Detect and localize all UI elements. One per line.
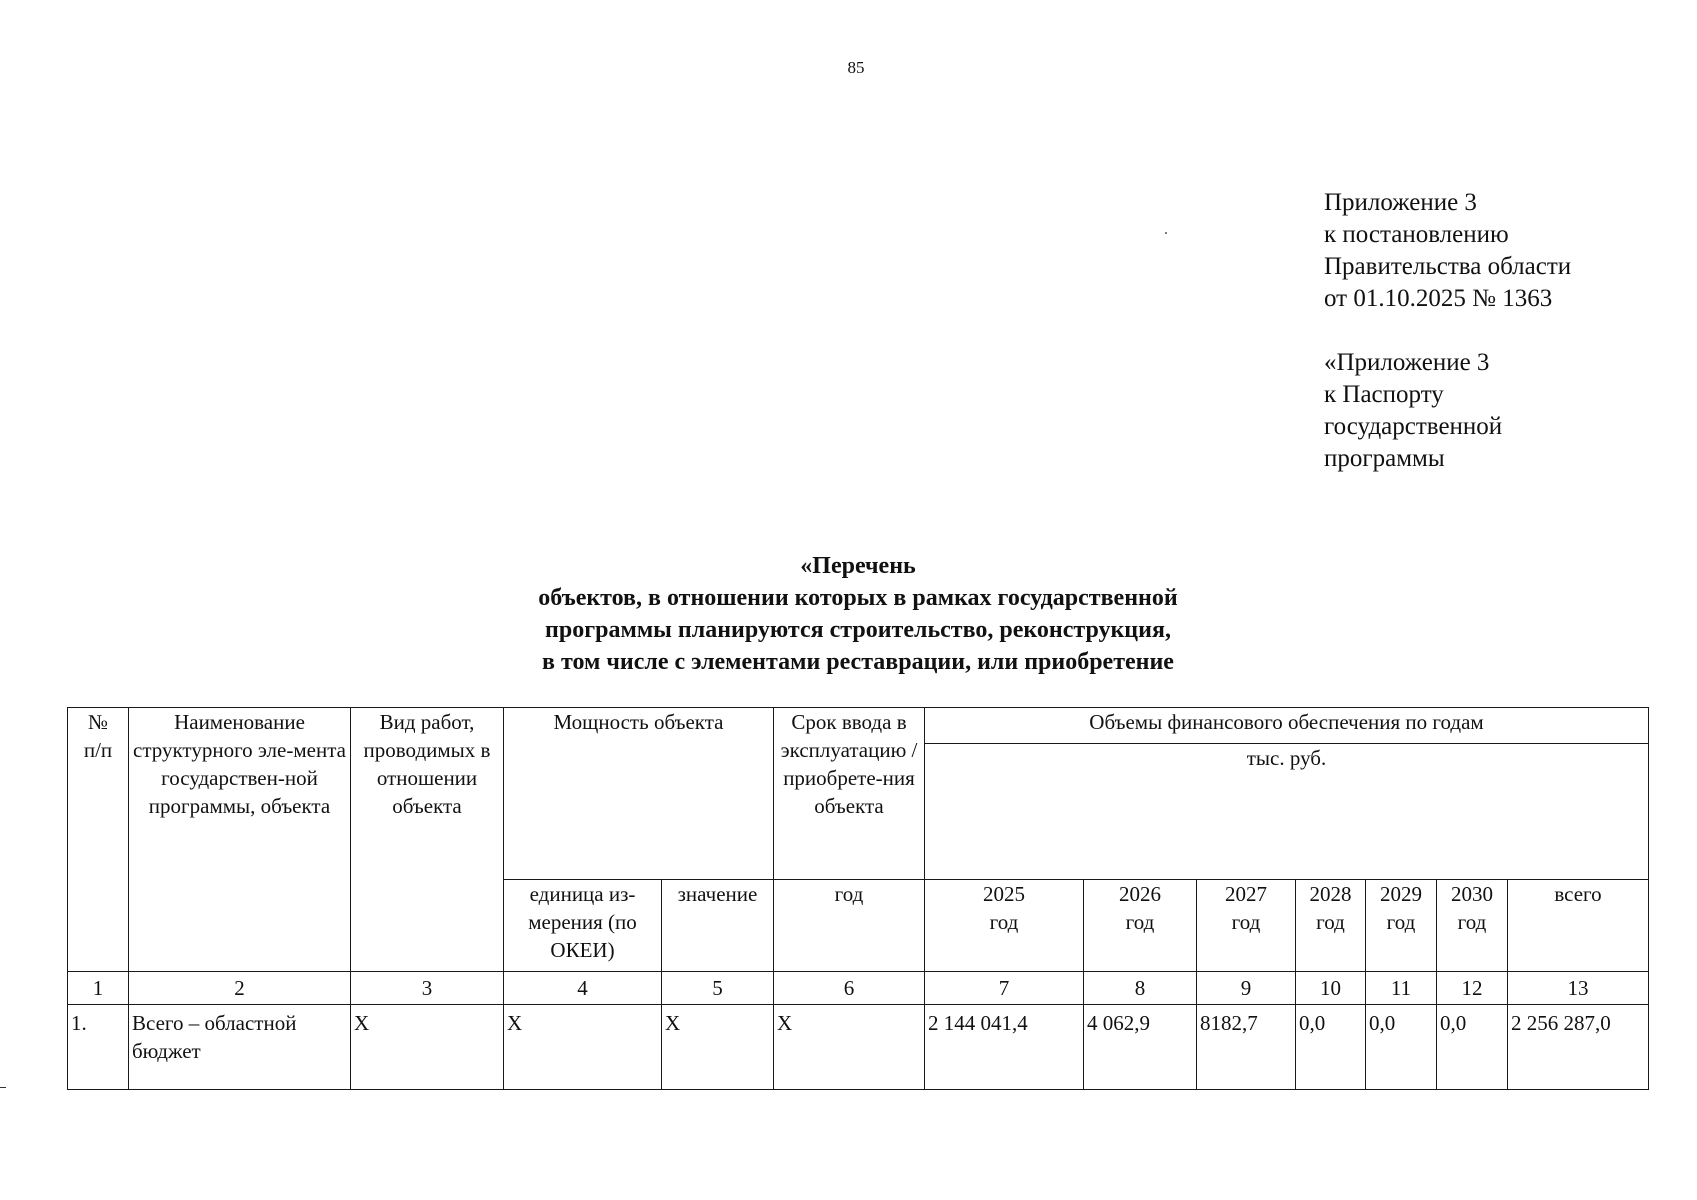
column-number: 1 [68, 972, 129, 1005]
appendix-line: «Приложение 3 [1324, 349, 1490, 376]
appendix-line: от 01.10.2025 № 1363 [1324, 285, 1553, 312]
cell-name: Всего – областной бюджет [129, 1005, 351, 1090]
title-line: в том числе с элементами реставрации, или приобретение [542, 649, 1174, 675]
header-year: год [774, 880, 925, 972]
header-2030: 2030 год [1437, 880, 1508, 972]
header-unit: единица из-мерения (по ОКЕИ) [504, 880, 662, 972]
appendix-line: к постановлению [1324, 221, 1509, 248]
appendix-line: к Паспорту [1324, 381, 1444, 408]
objects-table [67, 707, 1649, 1090]
header-funding: Объемы финансового обеспечения по годам [925, 708, 1649, 744]
appendix-block [1324, 187, 1571, 475]
column-number: 12 [1437, 972, 1508, 1005]
appendix-line: государственной [1324, 413, 1503, 440]
margin-mark [0, 1087, 6, 1088]
header-capacity: Мощность объекта [504, 708, 774, 880]
cell-unit: X [504, 1005, 662, 1090]
header-name: Наименование структурного эле-мента государствен-ной программы, объекта [129, 708, 351, 972]
column-number: 8 [1084, 972, 1197, 1005]
cell-2030: 0,0 [1437, 1005, 1508, 1090]
appendix-line: Приложение 3 [1324, 189, 1477, 216]
cell-2028: 0,0 [1296, 1005, 1366, 1090]
scan-dot [1165, 232, 1167, 234]
column-number: 7 [925, 972, 1084, 1005]
cell-2026: 4 062,9 [1084, 1005, 1197, 1090]
column-number: 9 [1197, 972, 1296, 1005]
table-row [68, 1005, 1649, 1090]
column-number: 3 [351, 972, 504, 1005]
cell-2025: 2 144 041,4 [925, 1005, 1084, 1090]
header-2027: 2027 год [1197, 880, 1296, 972]
column-number: 4 [504, 972, 662, 1005]
header-funding-unit: тыс. руб. [925, 744, 1649, 880]
title-line: «Перечень [800, 553, 916, 579]
header-num: № п/п [68, 708, 129, 972]
header-2029: 2029 год [1366, 880, 1437, 972]
appendix-line: программы [1324, 445, 1445, 472]
column-number: 10 [1296, 972, 1366, 1005]
header-total: всего [1508, 880, 1649, 972]
cell-total: 2 256 287,0 [1508, 1005, 1649, 1090]
cell-2027: 8182,7 [1197, 1005, 1296, 1090]
cell-num: 1. [68, 1005, 129, 1090]
column-number-row [68, 972, 1649, 1005]
header-commissioning: Срок ввода в эксплуатацию / приобрете-ния объекта [774, 708, 925, 880]
cell-2029: 0,0 [1366, 1005, 1437, 1090]
cell-work-type: X [351, 1005, 504, 1090]
header-2025: 2025 год [925, 880, 1084, 972]
title-line: программы планируются строительство, реконструкция, [545, 617, 1171, 643]
header-value: значение [662, 880, 774, 972]
column-number: 11 [1366, 972, 1437, 1005]
column-number: 5 [662, 972, 774, 1005]
header-work-type: Вид работ, проводимых в отношении объекта [351, 708, 504, 972]
header-2028: 2028 год [1296, 880, 1366, 972]
column-number: 2 [129, 972, 351, 1005]
cell-year: X [774, 1005, 925, 1090]
cell-value: X [662, 1005, 774, 1090]
column-number: 13 [1508, 972, 1649, 1005]
page-number: 85 [847, 58, 865, 77]
appendix-line: Правительства области [1324, 253, 1572, 280]
header-2026: 2026 год [1084, 880, 1197, 972]
document-title [360, 550, 1356, 678]
title-line: объектов, в отношении которых в рамках государственной [538, 585, 1178, 611]
column-number: 6 [774, 972, 925, 1005]
